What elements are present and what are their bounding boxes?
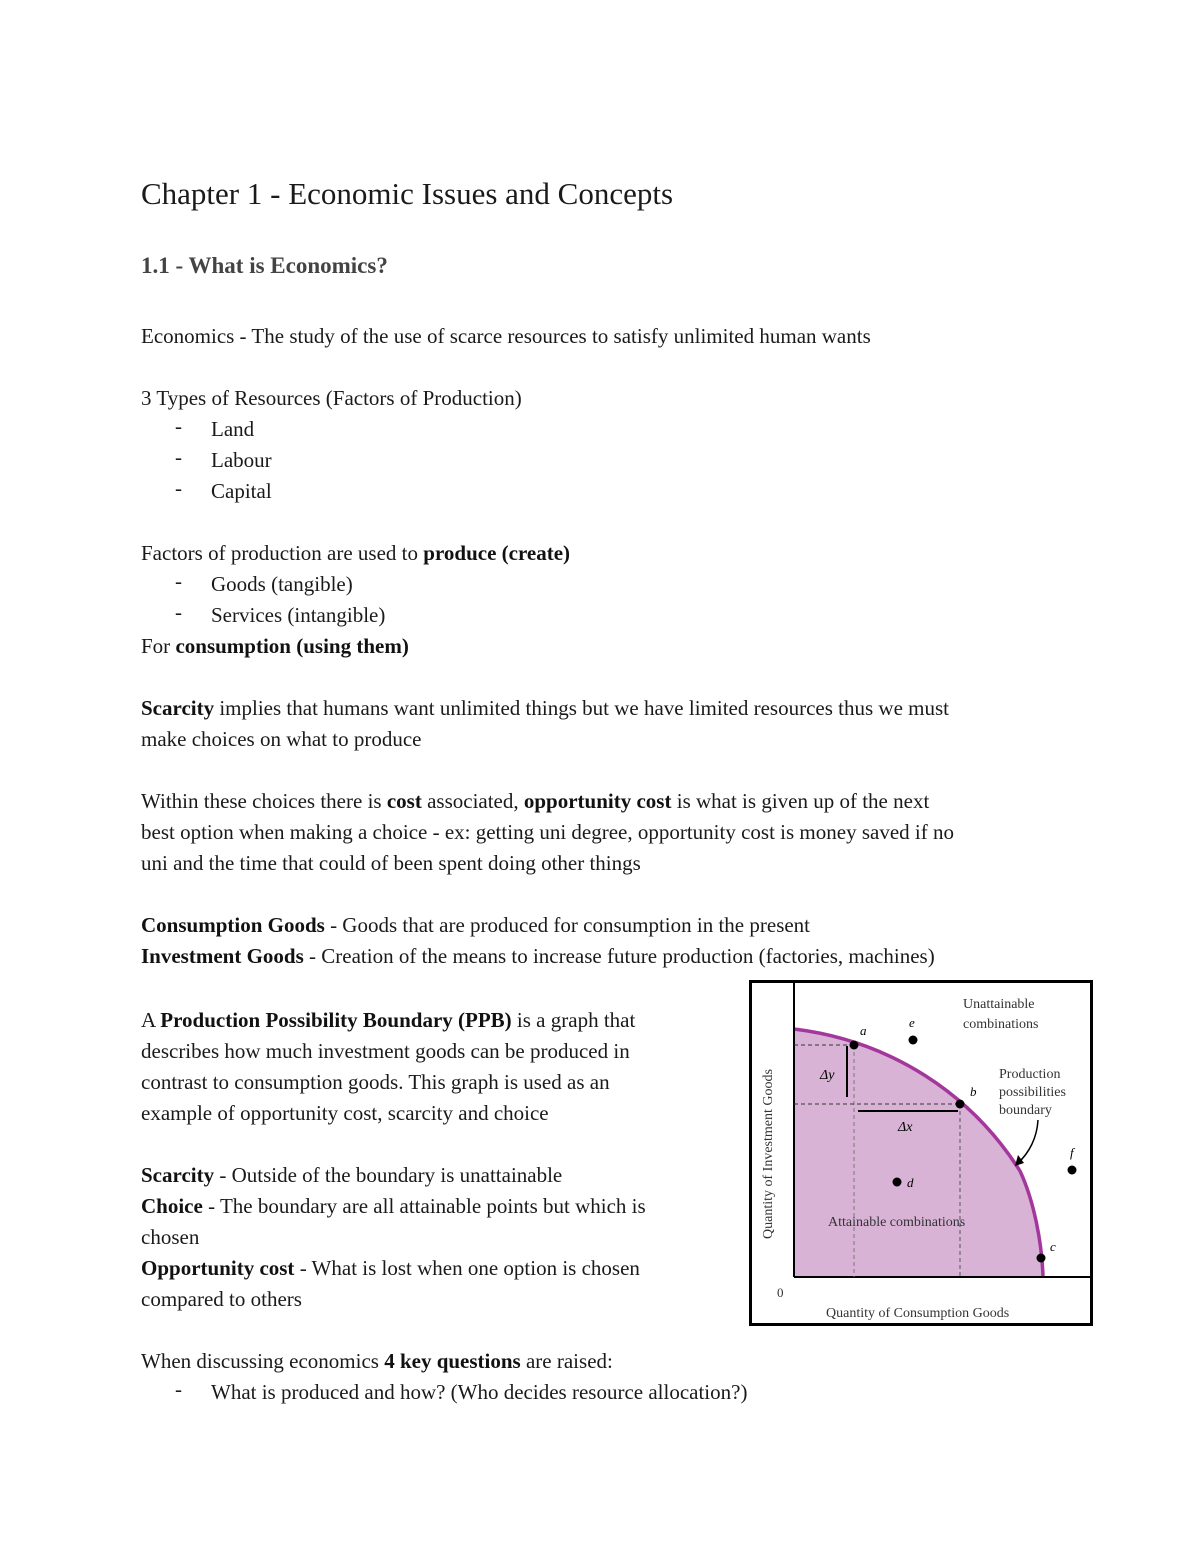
opp-concept xyxy=(141,1253,640,1284)
for-text: For xyxy=(141,634,176,658)
point-c xyxy=(1037,1254,1046,1263)
consumption-goods-term: Consumption Goods xyxy=(141,913,325,937)
boundary-arrowhead xyxy=(1015,1155,1024,1166)
list-item: What is produced and how? (Who decides resource allocation?) xyxy=(211,1380,748,1404)
resources-heading: 3 Types of Resources (Factors of Production) xyxy=(141,386,522,410)
ppb-term: Production Possibility Boundary (PPB) xyxy=(160,1008,512,1032)
point-c-label: c xyxy=(1050,1239,1056,1254)
list-bullet: - xyxy=(175,414,182,438)
point-b xyxy=(956,1100,965,1109)
opp-concept-def: - What is lost when one option is chosen xyxy=(294,1256,640,1280)
page-title: Chapter 1 - Economic Issues and Concepts xyxy=(141,176,674,211)
unattainable-label-2: combinations xyxy=(963,1017,1039,1032)
opportunity-cost-term: opportunity cost xyxy=(523,789,672,813)
point-a xyxy=(850,1041,859,1050)
ppb-line-3: contrast to consumption goods. This graph is used as an xyxy=(141,1070,610,1094)
point-b-label: b xyxy=(970,1084,977,1099)
delta-y-label: Δy xyxy=(820,1068,835,1083)
list-item: Land xyxy=(211,417,255,441)
list-item: Labour xyxy=(211,448,272,472)
ppb-figure xyxy=(749,980,1093,1326)
choice-concept-term: Choice xyxy=(141,1194,203,1218)
questions-bold: 4 key questions xyxy=(384,1349,521,1373)
list-bullet: - xyxy=(175,1377,182,1401)
consumption-goods-line xyxy=(141,910,810,941)
point-f xyxy=(1068,1166,1077,1175)
investment-goods-def: - Creation of the means to increase future production (factories, machines) xyxy=(303,944,935,968)
consumption-line xyxy=(141,631,409,662)
scarcity-concept xyxy=(141,1160,562,1191)
list-bullet: - xyxy=(175,445,182,469)
list-bullet: - xyxy=(175,476,182,500)
boundary-arrow xyxy=(1018,1120,1038,1163)
opportunity-line-2: best option when making a choice - ex: getting uni degree, opportunity cost is money saved if no xyxy=(141,820,954,844)
ppb-line-4: example of opportunity cost, scarcity and choice xyxy=(141,1101,549,1125)
x-axis-label: Quantity of Consumption Goods xyxy=(826,1306,1010,1321)
factors-lead-text: Factors of production are used to xyxy=(141,541,424,565)
list-bullet: - xyxy=(175,569,182,593)
list-item: Goods (tangible) xyxy=(211,572,353,596)
point-d xyxy=(893,1178,902,1187)
questions-lead xyxy=(141,1346,613,1377)
boundary-label-1: Production xyxy=(999,1067,1061,1082)
origin-label: 0 xyxy=(777,1285,784,1300)
delta-x-label: Δx xyxy=(898,1120,913,1135)
point-d-label: d xyxy=(907,1175,914,1190)
choice-concept xyxy=(141,1191,646,1222)
ppb-line-1 xyxy=(141,1005,635,1036)
opp-concept-cont: compared to others xyxy=(141,1287,302,1311)
scarcity-line-2: make choices on what to produce xyxy=(141,727,422,751)
point-a-label: a xyxy=(860,1023,867,1038)
consumption-goods-def: - Goods that are produced for consumption in the present xyxy=(324,913,811,937)
factors-lead xyxy=(141,538,570,569)
unattainable-label-1: Unattainable xyxy=(963,997,1035,1012)
opportunity-line-1 xyxy=(141,786,929,817)
point-e-label: e xyxy=(909,1015,915,1030)
ppb-diagram xyxy=(752,983,1090,1323)
scarcity-concept-def: - Outside of the boundary is unattainable xyxy=(214,1163,563,1187)
factors-lead-bold: produce (create) xyxy=(423,541,571,565)
boundary-label-3: boundary xyxy=(999,1103,1052,1118)
list-item: Capital xyxy=(211,479,272,503)
choice-concept-cont: chosen xyxy=(141,1225,200,1249)
ppb-text-a: A xyxy=(141,1008,161,1032)
scarcity-term: Scarcity xyxy=(141,696,215,720)
economics-definition: Economics - The study of the use of scarce resources to satisfy unlimited human wants xyxy=(141,324,871,348)
point-f-label: f xyxy=(1070,1145,1074,1160)
questions-tail: are raised: xyxy=(520,1349,613,1373)
choice-concept-def: - The boundary are all attainable points but which is xyxy=(202,1194,646,1218)
investment-goods-line xyxy=(141,941,935,972)
scarcity-text: implies that humans want unlimited things but we have limited resources thus we must xyxy=(214,696,949,720)
ppb-text-c: is a graph that xyxy=(511,1008,636,1032)
attainable-label: Attainable combinations xyxy=(828,1215,966,1230)
consumption-bold: consumption (using them) xyxy=(175,634,409,658)
opportunity-line-3: uni and the time that could of been spent doing other things xyxy=(141,851,641,875)
boundary-label-2: possibilities xyxy=(999,1085,1066,1100)
list-bullet: - xyxy=(175,600,182,624)
scarcity-line-1 xyxy=(141,693,949,724)
questions-lead-text: When discussing economics xyxy=(141,1349,385,1373)
opp-text-e: is what is given up of the next xyxy=(671,789,930,813)
scarcity-concept-term: Scarcity xyxy=(141,1163,215,1187)
ppb-line-2: describes how much investment goods can be produced in xyxy=(141,1039,630,1063)
y-axis-label: Quantity of Investment Goods xyxy=(761,1069,776,1239)
point-e xyxy=(909,1036,918,1045)
opp-concept-term: Opportunity cost xyxy=(141,1256,295,1280)
opp-text-c: associated, xyxy=(421,789,524,813)
investment-goods-term: Investment Goods xyxy=(141,944,304,968)
section-heading: 1.1 - What is Economics? xyxy=(141,253,388,278)
cost-term: cost xyxy=(386,789,422,813)
opp-text-a: Within these choices there is xyxy=(141,789,387,813)
list-item: Services (intangible) xyxy=(211,603,386,627)
